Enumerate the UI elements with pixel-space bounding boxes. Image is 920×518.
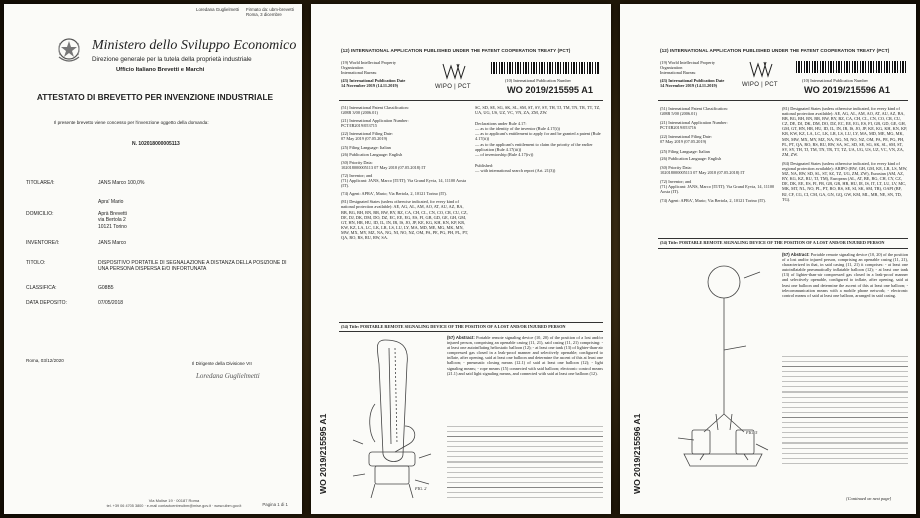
place-date: Roma, 03/12/2020 bbox=[26, 358, 64, 363]
divider bbox=[658, 248, 908, 249]
filing-language: (25) Filing Language: Italian bbox=[660, 148, 710, 154]
designated-states: (81) Designated States (unless otherwise indicated, for every kind of national protection available): AE, AG, AL, AM, AO, AT, AU, AZ, BA, BB, BG, BH, BN, BR, BW, BY, BZ, CA, CH, CL, CN, CO, CR, CU, CZ, DE, DJ, DK, DM, DO, DZ, EC, EE, EG, ES, FI, GB, GD, GE, GH, GM, GT, HN, HR, HU, ID, IL, IN, IR, IS, JO, JP, KE, KG, KH, KN, KP, KR, KW, KZ, LA, LC, LK, LR, LS, LU, LY, MA, MD, ME, MG, MK, MN, MW, MX, MY, MZ, NA, NG, NI, NO, NZ, OM, PA, PE, PG, PH, PL, PT, QA, RO, RS, RU, RW, SA. bbox=[341, 199, 469, 240]
inventor-applicant: (72) Inventor; and (71) Applicant: JANS, Marco [IT/IT]; Via Grand Eyvia, 14, 11100 Aosta (IT). bbox=[341, 172, 467, 189]
agent: (74) Agent: APRA', Mario; Via Bertola, 2, 10121 Torino (IT). bbox=[660, 198, 766, 204]
figure-label: FIG. 5 bbox=[746, 430, 758, 435]
director-signature: Loredana Guglielmetti bbox=[196, 372, 260, 380]
wipo-pct-label: WIPO | PCT bbox=[435, 84, 471, 90]
wipo-logo-icon bbox=[441, 60, 469, 82]
italian-republic-emblem-icon bbox=[56, 35, 82, 65]
wipo-logo-icon bbox=[748, 58, 776, 80]
field-value: G08B5 bbox=[98, 285, 114, 291]
side-publication-number: WO 2019/215596 A1 bbox=[632, 413, 642, 494]
published-note: Published: — with international search report (Art. 21(3)) bbox=[475, 162, 556, 173]
priority-data: (30) Priority Data: 102018000005113 07 May 2018 (07.05.2018) IT bbox=[341, 159, 426, 170]
field-value: 07/05/2018 bbox=[98, 300, 124, 306]
patent-figure-drawing bbox=[345, 334, 441, 506]
wipo-organization: (19) World Intellectual Property Organization International Bureau bbox=[660, 60, 716, 76]
publication-number: WO 2019/215595 A1 bbox=[507, 85, 593, 95]
director-title: Il Dirigente della Divisione VII bbox=[192, 361, 252, 366]
field-label: INVENTORE/I: bbox=[26, 240, 60, 246]
abstract-continuation-lines bbox=[447, 426, 603, 498]
signer-name: Loredana Guglielmetti bbox=[196, 7, 239, 12]
directorate-name: Direzione generale per la tutela della proprietà industriale bbox=[92, 56, 252, 63]
abstract bbox=[447, 335, 603, 376]
divider bbox=[339, 331, 603, 332]
page-number: Pagina 1 di 1 bbox=[262, 502, 288, 507]
designated-states-cont: SC, SD, SE, SG, SK, SL, SM, ST, SV, SY, TH, TJ, TM, TN, TR, TT, TZ, UA, UG, US, UZ, VC, VN, ZA, ZM, ZW. bbox=[475, 105, 601, 116]
designated-states-national: (81) Designated States (unless otherwise indicated, for every kind of national protection available): AE, AG, AL, AM, AO, AT, AU, AZ, BA, BB, BG, BH, BN, BR, BW, BY, BZ, CA, CH, CL, CN, CO, CR, CU, CZ, DE, DJ, DK, DM, DO, DZ, EC, EE, EG, ES, FI, GB, GD, GE, GH, GM, GT, HN, HR, HU, ID, IL, IN, IR, IS, JO, JP, KE, KG, KH, KN, KP, KR, KW, KZ, LA, LC, LK, LR, LS, LU, LY, MA, MD, ME, MG, MK, MN, MW, MX, MY, MZ, NA, NG, NI, NO, NZ, OM, PA, PE, PG, PH, PL, PT, QA, RO, RS, RU, RW, SA, SC, SD, SE, SG, SK, SL, SM, ST, SV, SY, TH, TJ, TM, TN, TR, TT, TZ, UA, UG, US, UZ, VC, VN, ZA, ZM, ZW. bbox=[782, 106, 908, 157]
right-bibliographic-column bbox=[475, 105, 601, 173]
invention-title: (54) Title: PORTABLE REMOTE SIGNALING DEVICE OF THE POSITION OF A LOST AND/OR INJURED PERSON bbox=[660, 240, 885, 245]
abstract bbox=[782, 252, 908, 298]
field-value: JANS Marco 100,0% Apra' Mario bbox=[98, 180, 145, 206]
classification: (51) International Patent Classification: G08B 5/00 (2006.01) bbox=[660, 106, 728, 117]
divider bbox=[339, 322, 603, 323]
abstract-label: (57) Abstract: bbox=[447, 335, 475, 340]
patent-page-b bbox=[620, 4, 916, 514]
divider bbox=[339, 100, 603, 101]
continued-note: [Continued on next page] bbox=[846, 496, 892, 501]
certificate-title: ATTESTATO DI BREVETTO PER INVENZIONE INDUSTRIALE bbox=[36, 92, 274, 102]
application-number-field: (21) International Application Number: PCT/IB2019/053716 bbox=[660, 120, 728, 131]
side-publication-number: WO 2019/215595 A1 bbox=[318, 413, 328, 494]
filing-date: (22) International Filing Date: 07 May 2019 (07.05.2019) bbox=[341, 131, 393, 142]
patent-figure-drawing bbox=[664, 254, 776, 476]
certificate-intro: Il presente brevetto viene concesso per l'invenzione oggetto della domanda: bbox=[54, 120, 209, 125]
field-value: Aprà Brevetti via Bertola 2 10121 Torino bbox=[98, 211, 127, 230]
publication-date: (43) International Publication Date 14 November 2019 (14.11.2019) bbox=[660, 78, 725, 89]
divider bbox=[658, 100, 908, 101]
publication-date: (43) International Publication Date 14 November 2019 (14.11.2019) bbox=[341, 78, 406, 89]
certificate-page bbox=[4, 4, 302, 514]
wipo-pct-label: WIPO | PCT bbox=[742, 82, 778, 88]
declarations: Declarations under Rule 4.17: — as to the identity of the inventor (Rule 4.17(i)) — as to applicant's entitlement to apply for and be granted a patent (Rule 4.17(ii)) — as to the applicant's entitlement to claim the priority of the earlier application (Rule 4.17(iii)) — of inventorship (Rule 4.17(iv)) bbox=[475, 121, 601, 157]
invention-title: (54) Title: PORTABLE REMOTE SIGNALING DEVICE OF THE POSITION OF A LOST AND/OR INJURED PERSON bbox=[341, 324, 566, 329]
abstract-text: Portable remote signaling device (10, 20) of the position of a lost and/or injured person, comprising an openable casing (11, 21), characterized in that, in said casing (11, 21) it comprises: - at least one autoinflatable pneumatically inflatable balloon (12); - at least one tank (13) of lighter-than-air compressed gas closed in a leak-proof manner and selectively openable, configured to inflate, after opening, said at least one balloon and determine the ascent of this at least one balloon; - telecommunication means with a mobile phone network; - electronic control means of said at least one balloon, arranged in said casing. bbox=[782, 252, 909, 298]
field-value: JANS Marco bbox=[98, 240, 127, 246]
left-bibliographic-column bbox=[660, 106, 778, 203]
publication-language: (26) Publication Language: English bbox=[341, 151, 403, 157]
left-bibliographic-column bbox=[341, 105, 469, 240]
field-label: TITOLARE/I: bbox=[26, 180, 55, 186]
footer-address: Via Molise 19 · 00187 Roma bbox=[148, 498, 200, 503]
patent-page-a bbox=[311, 4, 611, 514]
application-number-field: (21) International Application Number: PCT/IB2019/053715 bbox=[341, 118, 409, 129]
signer-note: Firmato da: ubm-brevetti Roma, 3 dicembre bbox=[246, 7, 294, 17]
filing-date: (22) International Filing Date: 07 May 2019 (07.05.2019) bbox=[660, 134, 712, 145]
footer-contacts: tel. +39 06 4705 3800 · e-mail contactcentreuibm@mise.gov.it · www.uibm.gov.it bbox=[106, 504, 242, 508]
office-name: Ufficio Italiano Brevetti e Marchi bbox=[116, 67, 205, 73]
abstract-label: (57) Abstract: bbox=[782, 252, 810, 257]
publication-language: (26) Publication Language: English bbox=[660, 155, 722, 161]
inventor-applicant: (72) Inventor; and (71) Applicant: JANS, Marco [IT/IT]; Via Grand Eyvia, 14, 11100 Aosta (IT). bbox=[660, 178, 775, 195]
pct-header: (12) INTERNATIONAL APPLICATION PUBLISHED UNDER THE PATENT COOPERATION TREATY (PCT) bbox=[660, 48, 890, 53]
designated-states-regional: (84) Designated States (unless otherwise indicated, for every kind of regional protection available): ARIPO (BW, GH, GM, KE, LR, LS, MW, MZ, NA, RW, SD, SL, ST, SZ, TZ, UG, ZM, ZW), Eurasian (AM, AZ, BY, KG, KZ, RU, TJ, TM), European (AL, AT, BE, BG, CH, CY, CZ, DE, DK, EE, ES, FI, FR, GB, GR, HR, HU, IE, IS, IT, LT, LU, LV, MC, MK, MT, NL, NO, PL, PT, RO, RS, SE, SI, SK, SM, TR), OAPI (BF, BJ, CF, CG, CI, CM, GA, GN, GQ, GW, KM, ML, MR, NE, SN, TD, TG). bbox=[782, 160, 908, 202]
priority-data: (30) Priority Data: 102018000005113 07 May 2018 (07.05.2018) IT bbox=[660, 164, 745, 175]
figure-label: FIG. 2 bbox=[415, 486, 427, 491]
abstract-text: Portable remote signaling device (10, 20) of the position of a lost and/or injured person, comprising an openable casing (11, 21), said casing (11, 21) comprising: - at least one autoinflating heliostatic balloon (12); - at least one tank (13) of lighter-than-air compressed gas closed in a leak-proof manner and selectively openable; configured to inflate, after opening, said at least one balloon and determine the ascent of this at least one balloon; - pneumatic closing means (12.1) of said at least one balloon (12); - light signaling means; - rope means (15) connected with said balloon; electronic control means (21.1) and said light signaling means, and connected with said at least one balloon (12). bbox=[447, 335, 603, 376]
field-label: CLASSIFICA: bbox=[26, 285, 57, 291]
classification: (51) International Patent Classification: G08B 3/00 (2006.01) bbox=[341, 105, 409, 116]
field-label: DATA DEPOSITO: bbox=[26, 300, 67, 306]
publication-number-label: (10) International Publication Number bbox=[505, 78, 571, 83]
barcode bbox=[491, 62, 599, 74]
right-bibliographic-column bbox=[782, 106, 908, 202]
field-label: DOMICILIO: bbox=[26, 211, 54, 217]
filing-language: (25) Filing Language: Italian bbox=[341, 144, 391, 150]
wipo-organization: (19) World Intellectual Property Organization International Bureau bbox=[341, 60, 397, 76]
field-value: DISPOSITIVO PORTATILE DI SEGNALAZIONE A DISTANZA DELLA POSIZIONE DI UNA PERSONA DISPERSA E/O INFORTUNATA bbox=[98, 260, 287, 273]
ministry-name: Ministero dello Sviluppo Economico bbox=[92, 38, 297, 53]
abstract-continuation-lines bbox=[782, 356, 908, 464]
application-number: N. 102018000005113 bbox=[132, 141, 180, 147]
publication-number-label: (10) International Publication Number bbox=[802, 78, 868, 83]
barcode bbox=[796, 61, 906, 73]
pct-header: (12) INTERNATIONAL APPLICATION PUBLISHED UNDER THE PATENT COOPERATION TREATY (PCT) bbox=[341, 48, 571, 53]
field-label: TITOLO: bbox=[26, 260, 46, 266]
agent: (74) Agent: APRA', Mario; Via Bertola, 2, 10121 Torino (IT). bbox=[341, 191, 447, 197]
publication-number: WO 2019/215596 A1 bbox=[804, 85, 890, 95]
divider bbox=[658, 238, 908, 239]
